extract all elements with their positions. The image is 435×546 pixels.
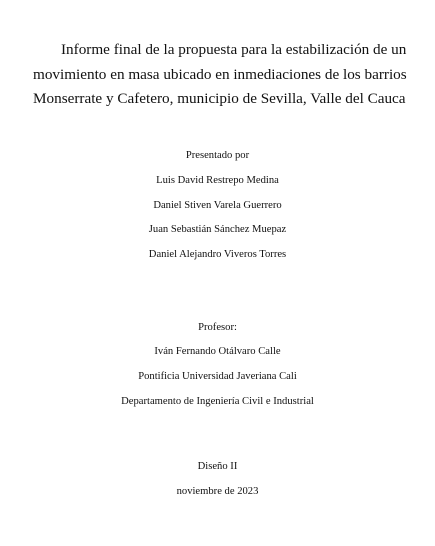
- document-title: [33, 38, 407, 112]
- professor-name: Iván Fernando Otálvaro Calle: [154, 346, 281, 357]
- document-date: noviembre de 2023: [176, 486, 259, 497]
- author-3: Juan Sebastián Sánchez Muepaz: [148, 224, 287, 235]
- author-4: Daniel Alejandro Viveros Torres: [148, 249, 287, 260]
- presented-by-label: Presentado por: [185, 150, 250, 161]
- title-line-1: Informe final de la propuesta para la estabilización de un: [61, 41, 407, 58]
- course-name: Diseño II: [197, 461, 238, 472]
- title-line-2: movimiento en masa ubicado en inmediaciones de los barrios: [33, 65, 407, 83]
- professor-label: Profesor:: [198, 322, 237, 333]
- department-name: Departamento de Ingeniería Civil e Industrial: [121, 396, 314, 407]
- title-line-3: Monserrate y Cafetero, municipio de Sevilla, Valle del Cauca: [33, 90, 406, 107]
- author-2: Daniel Stiven Varela Guerrero: [153, 200, 282, 211]
- author-1: Luis David Restrepo Medina: [156, 175, 279, 186]
- university-name: Pontificia Universidad Javeriana Cali: [138, 371, 297, 382]
